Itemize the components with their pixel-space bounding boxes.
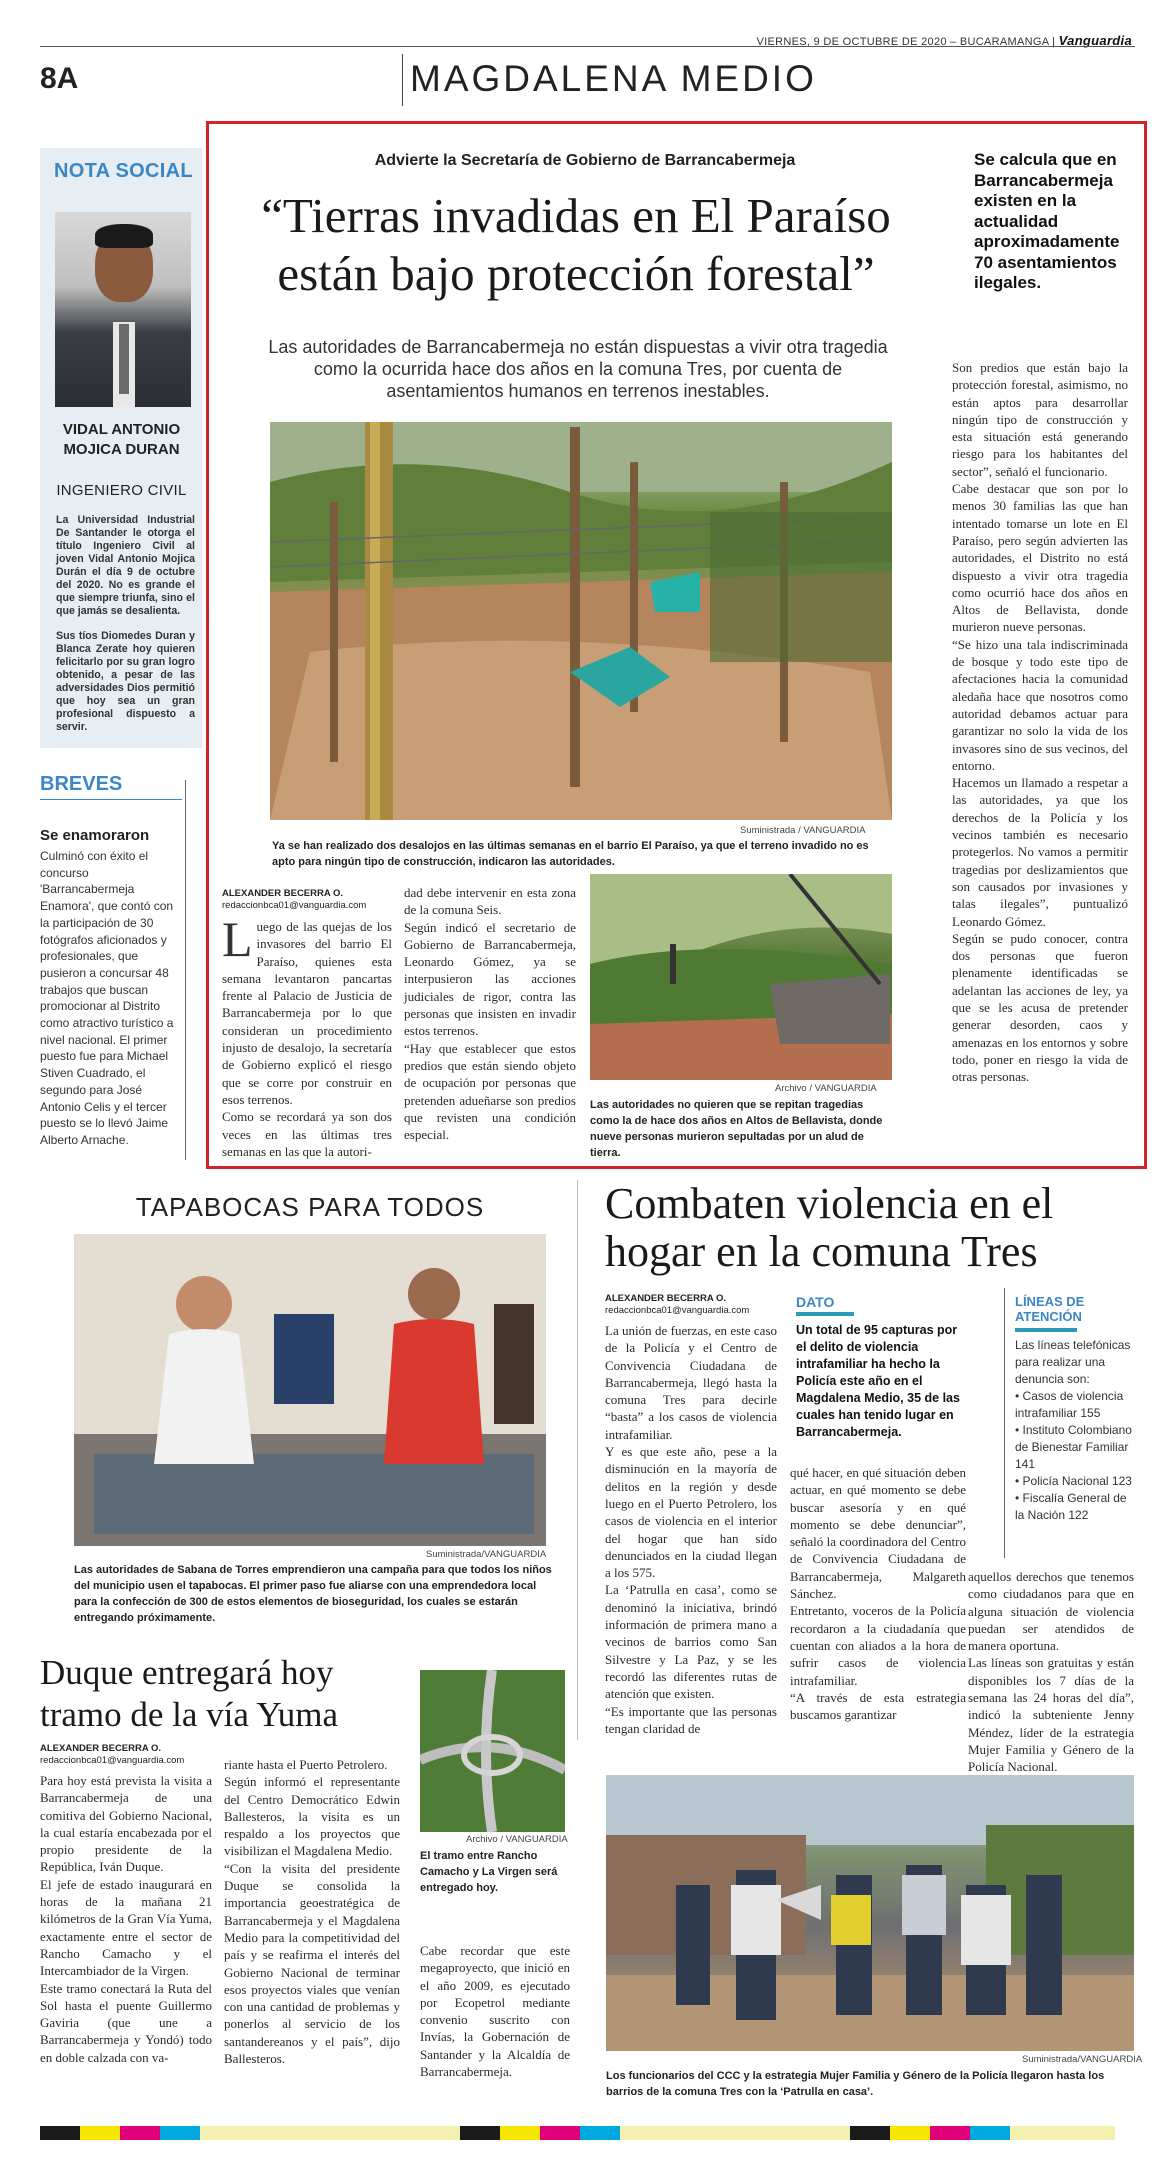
feature-secondary-photo [590,874,892,1080]
duque-column-1: Para hoy está prevista la visita a Barrancabermeja de una comitiva del Gobierno Nacional, la cual estaría encabezada por el propio presidente de la República, Iván Duque. El jefe de estado inaugurará en horas de la mañana 21 kilómetros de la Gran Vía Yuma, exactamente entre el sector de Rancho Camacho y el Intercambiador de la Virgen. Este tramo conectará la Ruta del Sol hasta el puente Guillermo Gaviria (que une a Barrancabermeja y Yondó) todo en doble calzada con va- [40,1773,212,2065]
breves-body: Culminó con éxito el concurso 'Barrancabermeja Enamora', que contó con la participación de 30 fotógrafos aficionados y profesionales, que pusieron a concursar 48 trabajos que buscan promocionar al Distrito como atractivo turístico a nivel nacional. El primer puesto fue para Michael Stiven Cuadrado, el segundo para José Antonio Celis y el tercer puesto se lo llevó Jaime Alberto Arnache. [40,849,174,1147]
feature-side-quote: Se calcula que en Barrancabermeja existen en la actualidad aproximadamente 70 asentamientos ilegales. [974,150,1120,292]
dropcap: L [222,911,253,967]
combaten-photo [606,1775,1134,2051]
top-rule [40,46,1135,47]
nota-social-paragraph: La Universidad Industrial De Santander le otorga el título Ingeniero Civil al joven Vidal Antonio Mojica Durán el día 9 de octubre del 2020. No es grande el que siempre triunfa, sino el que jamás se desalienta. [56,514,195,617]
combaten-byline: ALEXANDER BECERRA O. redaccionbca01@vanguardia.com [605,1293,750,1316]
person-role: INGENIERO CIVIL [56,482,187,499]
combaten-headline: Combaten violencia en el hogar en la comuna Tres [605,1179,1054,1276]
combaten-column-3: aquellos derechos que tenemos como ciudadanos para que en alguna situación de violencia puedan ser atendidos de manera oportuna. Las líneas son gratuitas y están disponibles los 7 días de la semana las 24 horas del día”, indicó la subteniente Jenny Méndez, líder de la estrategia Mujer Familia y Género de la Policía Nacional. [968,1569,1134,1775]
lineas-bracket [1004,1288,1014,1558]
feature-headline: “Tierras invadidas en El Paraíso están bajo protección forestal” [261,188,891,301]
lineas-item: • Fiscalía General de la Nación 122 [1015,1491,1127,1522]
feature-column-2: dad debe intervenir en esta zona de la comuna Seis. Según indicó el secretario de Gobierno de Barrancabermeja, Leonardo Gómez, ya se interpusieron las acciones judiciales de rigor, contra las personas que insisten en invadir estos terrenos. “Hay que establecer que estos predios que están siendo objeto de ocupación por personas que pretenden adueñarse son predios que revisten una condición especial. [404,885,576,1143]
combaten-column-2: qué hacer, en qué situación deben actuar, en qué momento se debe buscar asesoría y en qué momento se debe denunciar”, señaló la coordinadora del Centro de Convivencia Ciudadana de Barrancabermeja, Malgareth Sánchez. Entretanto, voceros de la Policía recordaron a la ciudadanía que cuentan con aliados a la hora de sufrir casos de violencia intrafamiliar. “A través de esta estrategia buscamos garantizar [790,1465,966,1723]
breves-headline: Se enamoraron [40,827,150,844]
duque-byline: ALEXANDER BECERRA O. redaccionbca01@vanguardia.com [40,1743,185,1766]
tapabocas-title: TAPABOCAS PARA TODOS [135,1192,485,1222]
brand-logo: Vanguardia [1058,33,1132,48]
print-color-strip [40,2126,1135,2140]
feature-column-4: Son predios que están bajo la protección forestal, asimismo, no están aptos para desarrollar ningún tipo de construcción y esta situación está generando riesgo para los habitantes del sector”, señaló el funcionario. Cabe destacar que son por lo menos 30 familias las que han intentado tomarse un lote en El Paraíso, pero según advierten las autoridades, el Distrito no está dispuesto a vivir otra tragedia como ocurrió hace dos años en Altos de Bellavista, donde murieron nueve personas. “Se hizo una tala indiscriminada de bosque y todo este tipo de afectaciones hacia la comunidad aledaña hace que nosotros como autoridad debamos actuar para garantizar no solo la vida de los invasores sino de sus vecinos, del entorno. Hacemos un llamado a respetar a las autoridades, ya que los derechos de la Policía y los vecinos también es necesario protegerlos. No vamos a permitir tragedias por deslizamientos que son causados por invasiones y talas ilegales”, puntualizó Leonardo Gómez. Según se pudo conocer, contra dos personas que fueron plenamente identificadas se adelantan las acciones de ley, ya que se les acusa de pretender generar desorden, caos y amenazas en los entornos y sobre todo, poner en riesgo la vida de otras personas. [952,360,1128,1085]
page-number: 8A [40,62,79,95]
photo-credit: Archivo / VANGUARDIA [466,1834,568,1845]
breves-title: BREVES [40,773,123,795]
feature-byline: ALEXANDER BECERRA O. redaccionbca01@vanguardia.com [222,888,367,911]
section-divider [402,54,403,106]
photo-credit: Suministrada/VANGUARDIA [1022,2054,1143,2065]
column-divider [577,1180,578,1740]
feature-dek: Las autoridades de Barrancabermeja no están dispuestas a vivir otra tragedia como la ocurrida hace dos años en la comuna Tres, por cuenta de asentamientos humanos en terrenos inestables. [268,337,888,401]
duque-headline: Duque entregará hoy tramo de la vía Yuma [40,1653,339,1734]
dato-rule [796,1312,854,1316]
lineas-list: Las líneas telefónicas para realizar una denuncia son: • Casos de violencia intrafamiliar 155 • Instituto Colombiano de Bienestar Familiar 141 • Policía Nacional 123 • Fiscalía General de la Nación 122 [1015,1337,1135,1524]
lineas-item: • Casos de violencia intrafamiliar 155 [1015,1389,1124,1420]
dato-text: Un total de 95 capturas por el delito de violencia intrafamiliar ha hecho la Policía este año en el Magdalena Medio, 35 de las cuales han tenido lugar en Barrancabermeja. [796,1323,960,1439]
tapabocas-photo [74,1234,546,1546]
photo-caption: Ya se han realizado dos desalojos en las últimas semanas en el barrio El Paraíso, ya que el terreno invadido no es apto para ningún tipo de construcción, indicaron las autoridades. [272,840,869,868]
photo-caption: El tramo entre Rancho Camacho y La Virgen será entregado hoy. [420,1850,558,1894]
photo-credit: Suministrada/VANGUARDIA [426,1549,547,1560]
section-title: MAGDALENA MEDIO [410,58,817,99]
combaten-column-1: La unión de fuerzas, en este caso de la Policía y el Centro de Convivencia Ciudadana de Barrancabermeja, llegó hasta la comuna Tres para decirle “basta” a los casos de violencia intrafamiliar. Y es que este año, pese a la disminución en la mayoría de delitos en la región y desde luego en el Puerto Petrolero, los casos de violencia en el interior del hogar que han sido denunciados en la ciudad llegan a los 575. La ‘Patrulla en casa’, como se denominó la iniciativa, brindó información de primera mano a vecinos de barrios como San Silvestre y La Paz, y se les recordó las diferentes rutas de atención que existen. “Es importante que las personas tengan claridad de [605,1323,777,1736]
breves-rule [40,799,182,800]
lineas-rule [1015,1328,1077,1332]
photo-credit: Archivo / VANGUARDIA [775,1083,877,1094]
dato-title: DATO [796,1294,835,1310]
dateline: VIERNES, 9 DE OCTUBRE DE 2020 – BUCARAMANGA | Vanguardia [756,33,1132,48]
photo-caption: Los funcionarios del CCC y la estrategia Mujer Familia y Género de la Policía llegaron hasta los barrios de la comuna Tres con la ‘Patrulla en casa’. [606,2070,1105,2098]
duque-column-3: Cabe recordar que este megaproyecto, que inició en el año 2009, es ejecutado por Ecopetrol mediante convenio suscrito con Invías, la Gobernación de Santander y la Alcaldía de Barrancabermeja. [420,1943,570,2080]
duque-road-photo [420,1670,565,1832]
feature-main-photo [270,422,892,820]
photo-credit: Suministrada / VANGUARDIA [740,825,866,836]
person-name: VIDAL ANTONIO MOJICA DURAN [62,421,181,458]
nota-social-paragraph: Sus tíos Diomedes Duran y Blanca Zerate hoy quieren felicitarlo por su gran logro obtenido, a pesar de las adversidades Dios permitió que hoy sea un gran profesional dispuesto a servir. [56,630,195,733]
feature-column-1: Luego de las quejas de los invasores del barrio El Paraíso, quienes esta semana levantaron pancartas frente al Palacio de Justicia de Barrancabermeja por lo que consideran un procedimiento injusto de desalojo, la secretaría de Gobierno explicó el riesgo que se corre por construir en esos terrenos. Como se recordará ya son dos veces en las últimas tres semanas en las que la autori- [222,911,392,1159]
lineas-item: • Instituto Colombiano de Bienestar Familiar 141 [1015,1423,1132,1471]
feature-kicker: Advierte la Secretaría de Gobierno de Barrancabermeja [374,152,796,169]
lineas-item: • Policía Nacional 123 [1015,1474,1132,1488]
photo-caption: Las autoridades no quieren que se repitan tragedias como la de hace dos años en Altos de Bellavista, donde nueve personas murieron sepultadas por un alud de tierra. [590,1099,883,1159]
portrait-photo [55,212,191,407]
photo-caption: Las autoridades de Sabana de Torres emprendieron una campaña para que todos los niños del municipio usen el tapabocas. El primer paso fue aliarse con una emprendedora local para la confección de 300 de estos elementos de bioseguridad, los cuales se estarán entregando próximamente. [74,1564,552,1624]
lineas-title: LÍNEAS DE ATENCIÓN [1015,1294,1085,1324]
nota-social-title: NOTA SOCIAL [54,160,193,182]
duque-column-2: riante hasta el Puerto Petrolero. Según informó el representante del Centro Democrático Edwin Ballesteros, la visita es un respaldo a los proyectos que visibilizan el Magdalena Medio. “Con la visita del presidente Duque se consolida la importancia geoestratégica de Barrancabermeja y el Magdalena Medio para la competitividad del país y se reafirma el interés del Gobierno Nacional de terminar esos proyectos viales que venían con una cantidad de problemas y ponerlos al servicio de los santandereanos y el país”, dijo Ballesteros. [224,1757,400,2067]
